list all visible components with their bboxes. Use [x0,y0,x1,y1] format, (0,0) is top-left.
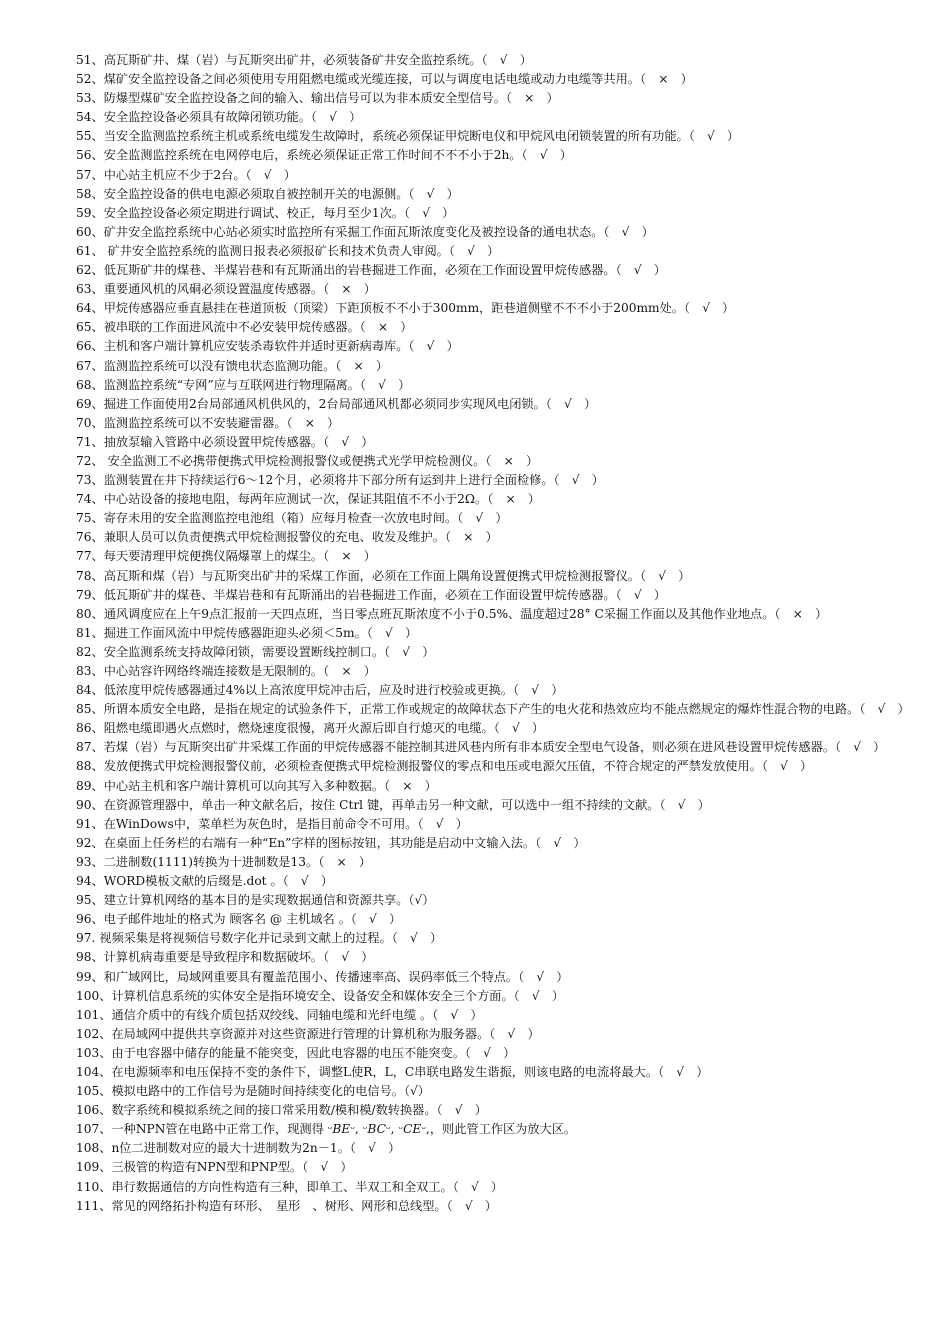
question-item [52,471,932,490]
question-item [52,1082,932,1101]
question-item [52,700,932,719]
question-text: 60、矿井安全监控系统中心站必须实时监控所有采掘工作面瓦斯浓度变化及被控设备的通电状态。（ √ ） [76,224,654,239]
question-item [52,376,932,395]
question-text: 69、掘进工作面使用2台局部通风机供风的，2台局部通风机都必须同步实现风电闭锁。（ √ ） [76,396,597,411]
question-item [52,1063,932,1082]
question-item [52,89,932,108]
question-item [52,853,932,872]
question-text: 70、监测监控系统可以不安装避雷器。（ × ） [76,415,340,430]
question-text: 99、和广域网比，局域网重要具有覆盖范围小、传播速率高、误码率低三个特点。（ √ ） [76,969,569,984]
question-item [52,891,932,910]
question-item [52,567,932,586]
question-item [52,586,932,605]
question-item [52,929,932,948]
question-text: 102、在局域网中提供共享资源并对这些资源进行管理的计算机称为服务器。（ √ ） [76,1026,540,1041]
question-text: 104、在电源频率和电压保持不变的条件下，调整L使R，L，C串联电路发生谐振，则该电路的电流将最大。（ √ ） [76,1064,709,1079]
question-item [52,605,932,624]
question-text: 111、常见的网络拓扑构造有环形、 星形 、树形、网形和总线型。（ √ ） [76,1198,498,1213]
question-text: 90、在资源管理器中，单击一种文献名后，按住 Ctrl 键，再单击另一种文献，可以选中一组不持续的文献。（ √ ） [76,797,710,812]
question-text: 53、防爆型煤矿安全监控设备之间的输入、输出信号可以为非本质安全型信号。（ × ） [76,91,559,106]
question-item [52,968,932,987]
question-item [52,1178,932,1197]
question-item [52,1158,932,1177]
question-item [52,414,932,433]
question-text: 66、主机和客户端计算机应安装杀毒软件并适时更新病毒库。（ √ ） [76,339,459,354]
question-text: 100、计算机信息系统的实体安全是指环境安全、设备安全和媒体安全三个方面。（ √ ） [76,988,565,1003]
question-item [52,280,932,299]
question-text: 55、当安全监测监控系统主机或系统电缆发生故障时，系统必须保证甲烷断电仪和甲烷风电闭锁装置的所有功能。（ √ ） [76,129,740,144]
question-item [52,757,932,776]
question-item [52,796,932,815]
question-text: 57、中心站主机应不少于2台。（ √ ） [76,167,296,182]
question-text: 78、高瓦斯和煤（岩）与瓦斯突出矿井的采煤工作面，必须在工作面上隅角设置便携式甲烷检测报警仪。（ √ ） [76,568,691,583]
question-item [52,185,932,204]
question-text: 54、安全监控设备必须具有故障闭锁功能。（ √ ） [76,110,362,125]
question-item [52,547,932,566]
question-text: 87、若煤（岩）与瓦斯突出矿井采煤工作面的甲烷传感器不能控制其进风巷内所有非本质安全型电气设备，则必须在进风巷设置甲烷传感器。（ √ ） [76,740,886,755]
question-item [52,1197,932,1216]
question-item [52,662,932,681]
question-item: 107、一种NPN管在电路中正常工作，现测得 ᵕBEᵕ, ᵕBCᵕ, ᵕCEᵕ,，则此管工作区为放大区。 [76,1122,577,1137]
question-text: 84、低浓度甲烷传感器通过4%以上高浓度甲烷冲击后，应及时进行校验或更换。（ √ ） [76,683,564,698]
question-text: 52、煤矿安全监控设备之间必须使用专用阻燃电缆或光缆连接，可以与调度电话电缆或动力电缆等共用。（ × ） [76,72,693,87]
question-text: 76、兼职人员可以负责便携式甲烷检测报警仪的充电、收发及维护。（ × ） [76,530,498,545]
question-text: 65、被串联的工作面进风流中不必安装甲烷传感器。（ × ） [76,320,413,335]
question-item [52,777,932,796]
question-text: 93、二进制数(1111)转换为十进制数是13。（ × ） [76,854,372,869]
question-text: 91、在WinDows中，菜单栏为灰色时，是指目前命令不可用。（ √ ） [76,816,468,831]
question-item [52,490,932,509]
question-text: 86、阻燃电缆即遇火点燃时，燃烧速度很慢，离开火源后即自行熄灭的电缆。（ √ ） [76,721,545,736]
question-text: 82、安全监测系统支持故障闭锁，需要设置断线控制口。（ √ ） [76,644,435,659]
question-text: 67、监测监控系统可以没有馈电状态监测功能。（ × ） [76,358,389,373]
question-text: 63、重要通风机的风硐必须设置温度传感器。（ × ） [76,282,376,297]
voltage-subscript: CE [403,1122,422,1137]
question-item [52,1025,932,1044]
question-text: 61、 矿井安全监控系统的监测日报表必须报矿长和技术负责人审阅。（ √ ） [76,243,500,258]
question-text: 88、发放便携式甲烷检测报警仪前，必须检查便携式甲烷检测报警仪的零点和电压或电源欠压值，不符合规定的严禁发放使用。（ √ ） [76,759,813,774]
question-item [52,70,932,89]
question-text: 73、监测装置在井下持续运行6～12个月，必须将井下部分所有运到井上进行全面检修。（ √ ） [76,473,604,488]
question-text: 94、WORD模板文献的后缀是.dot 。（ √ ） [76,874,334,889]
question-text: 79、低瓦斯矿井的煤巷、半煤岩巷和有瓦斯涌出的岩巷掘进工作面，必须在工作面设置甲烷传感器。（ √ ） [76,587,666,602]
question-item [52,242,932,261]
question-item [52,357,932,376]
question-text: 58、安全监控设备的供电电源必须取自被控制开关的电源侧。（ √ ） [76,186,459,201]
question-text: 105、模拟电路中的工作信号为是随时间持续变化的电信号。（√） [76,1084,430,1099]
question-item [52,299,932,318]
question-text: 75、寄存未用的安全监测监控电池组（箱）应每月检查一次放电时间。（ √ ） [76,511,508,526]
question-text: 98、计算机病毒重要是导致程序和数据破坏。（ √ ） [76,950,374,965]
question-item [52,910,932,929]
question-item [52,146,932,165]
question-item [52,1006,932,1025]
question-text: 56、安全监测监控系统在电网停电后，系统必须保证正常工作时间不不不小于2h。（ √ ） [76,148,572,163]
question-item [52,719,932,738]
question-text: 101、通信介质中的有线介质包括双绞线、同轴电缆和光纤电缆 。（ √ ） [76,1007,483,1022]
question-item [52,395,932,414]
question-item [52,223,932,242]
question-item [52,51,932,70]
question-item [52,108,932,127]
question-item [52,681,932,700]
question-text: 81、掘进工作面风流中甲烷传感器距迎头必须＜5m。（ √ ） [76,625,418,640]
question-text: 64、甲烷传感器应垂直悬挂在巷道顶板（顶梁）下距顶板不不小于300mm，距巷道侧壁不不不小于200mm处。（ √ ） [76,301,735,316]
question-item [52,738,932,757]
question-text: 109、三极管的构造有NPN型和PNP型。（ √ ） [76,1160,353,1175]
question-text: 108、n位二进制数对应的最大十进制数为2n－1。（ √ ） [76,1141,401,1156]
voltage-subscript: BC [367,1122,386,1137]
question-text: 68、监测监控系统“专网”应与互联网进行物理隔离。（ √ ） [76,377,411,392]
question-text: 95、建立计算机网络的基本目的是实现数据通信和资源共享。（√） [76,893,435,908]
question-item [52,948,932,967]
question-item [52,1101,932,1120]
question-text: 97. 视频采集是将视频信号数字化并记录到文献上的过程。（ √ ） [76,931,443,946]
question-item [52,127,932,146]
question-text: 77、每天要清理甲烷便携仪隔爆罩上的煤尘。（ × ） [76,549,376,564]
question-text: 106、数字系统和模拟系统之间的接口常采用数/模和模/数转换器。（ √ ） [76,1103,487,1118]
question-item [52,1044,932,1063]
question-text: 74、中心站设备的接地电阻，每两年应测试一次，保证其阻值不不小于2Ω。（ × ） [76,492,541,507]
question-text: 71、抽放泵输入管路中必须设置甲烷传感器。（ √ ） [76,434,374,449]
question-tail: ，则此管工作区为放大区。 [429,1122,577,1137]
question-text: 72、 安全监测工不必携带便携式甲烷检测报警仪或便携式光学甲烷检测仪。（ × ） [76,453,539,468]
voltage-subscript: BE [332,1122,351,1137]
question-text: 85、所谓本质安全电路，是指在规定的试验条件下，正常工作或规定的故障状态下产生的电火花和热效应均不能点燃规定的爆炸性混合物的电路。（ √ ） [76,702,910,717]
question-item [52,318,932,337]
question-text: 103、由于电容器中储存的能量不能突变，因此电容器的电压不能突变。（ √ ） [76,1045,516,1060]
question-item [52,452,932,471]
question-text: 80、通风调度应在上午9点汇报前一天四点班，当日零点班瓦斯浓度不小于0.5%、温度超过28° C采掘工作面以及其他作业地点。（ × ） [76,606,828,621]
question-text: 107、一种NPN管在电路中正常工作，现测得 [76,1122,324,1137]
question-item [52,834,932,853]
question-item [52,643,932,662]
question-item [52,815,932,834]
question-item [52,337,932,356]
question-item [52,624,932,643]
document-body [52,51,932,1216]
question-text: 51、高瓦斯矿井、煤（岩）与瓦斯突出矿井，必须装备矿井安全监控系统。（ √ ） [76,53,532,67]
question-text: 96、电子邮件地址的格式为 顾客名 @ 主机域名 。（ √ ） [76,912,402,927]
question-text: 110、串行数据通信的方向性构造有三种，即单工、半双工和全双工。（ √ ） [76,1179,504,1194]
question-item [52,528,932,547]
question-item [52,204,932,223]
question-item [52,872,932,891]
question-item [52,1139,932,1158]
question-text: 92、在桌面上任务栏的右端有一种“En”字样的图标按钮，其功能是启动中文输入法。（ √ ） [76,835,586,850]
question-item [52,509,932,528]
question-text: 59、安全监控设备必须定期进行调试、校正，每月至少1次。（ √ ） [76,205,455,220]
question-text: 62、低瓦斯矿井的煤巷、半煤岩巷和有瓦斯涌出的岩巷掘进工作面，必须在工作面设置甲烷传感器。（ √ ） [76,263,666,278]
question-item [52,987,932,1006]
question-text: 89、中心站主机和客户端计算机可以向其写入多种数据。（ × ） [76,778,437,793]
question-item [52,433,932,452]
question-text: 83、中心站容许网络终端连接数是无限制的。（ × ） [76,664,376,678]
question-item [52,261,932,280]
question-item [52,166,932,185]
